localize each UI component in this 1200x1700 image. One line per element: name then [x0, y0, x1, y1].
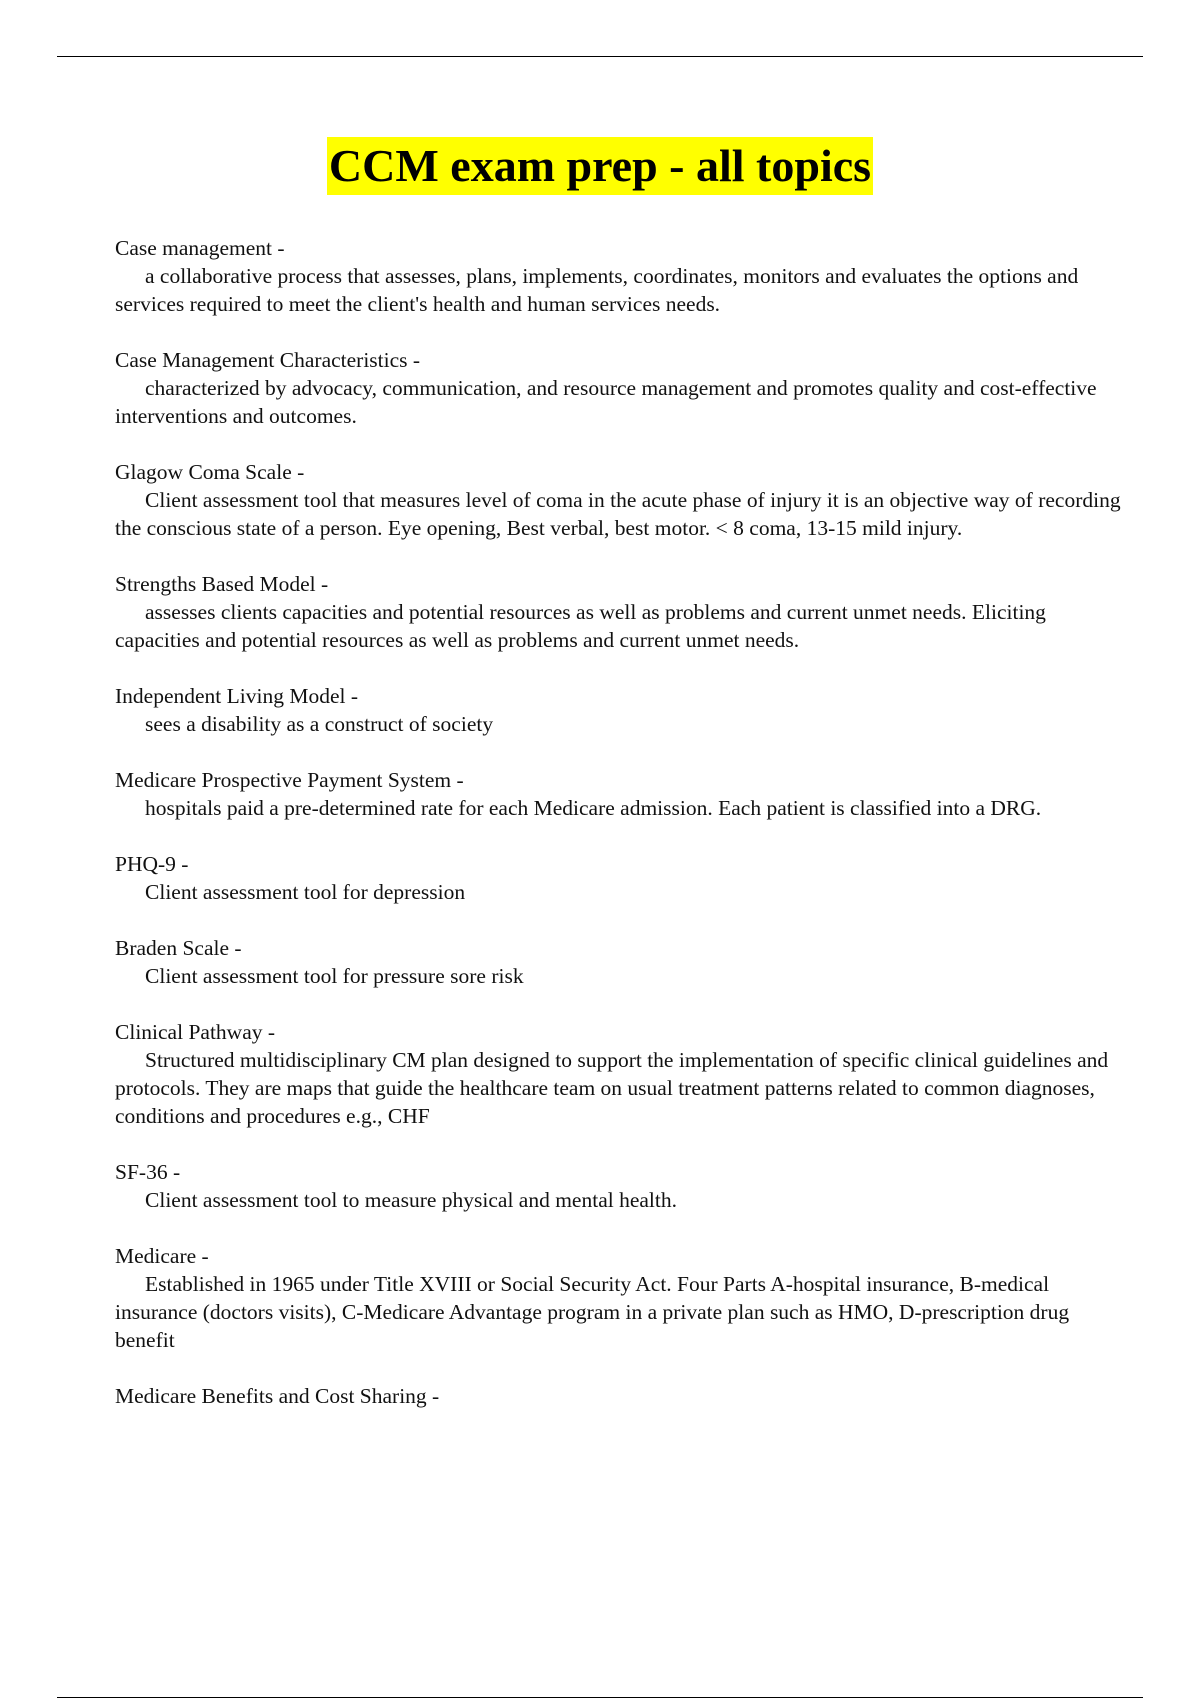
glossary-entry	[115, 850, 1125, 906]
entry-definition: Client assessment tool for pressure sore risk	[145, 964, 524, 988]
entry-term: Case management -	[115, 236, 285, 260]
entry-definition: hospitals paid a pre-determined rate for each Medicare admission. Each patient is classified into a DRG.	[145, 796, 1042, 820]
entry-definition: characterized by advocacy, communication, and resource management and promotes quality and cost-effective interventions and outcomes.	[115, 376, 1097, 428]
glossary-entry	[115, 1382, 1125, 1410]
glossary-entry	[115, 934, 1125, 990]
bottom-rule	[57, 1697, 1143, 1698]
glossary-entry	[115, 766, 1125, 822]
entry-definition: Established in 1965 under Title XVIII or Social Security Act. Four Parts A-hospital insurance, B-medical insurance (doctors visits), C-Medicare Advantage program in a private plan such as HMO, D-prescription drug benefit	[115, 1272, 1070, 1352]
glossary-entry	[115, 1018, 1125, 1130]
entry-definition: Client assessment tool to measure physical and mental health.	[145, 1188, 677, 1212]
glossary-entry	[115, 234, 1125, 318]
entry-term: Glagow Coma Scale -	[115, 460, 305, 484]
entry-definition: a collaborative process that assesses, plans, implements, coordinates, monitors and evaluates the options and services required to meet the client's health and human services needs.	[115, 264, 1079, 316]
glossary-entry	[115, 570, 1125, 654]
entry-term: Clinical Pathway -	[115, 1020, 276, 1044]
title-container	[0, 137, 1200, 195]
entry-term: Case Management Characteristics -	[115, 348, 421, 372]
glossary-entry	[115, 458, 1125, 542]
entry-term: Braden Scale -	[115, 936, 242, 960]
glossary-entry	[115, 1158, 1125, 1214]
entry-term: Medicare -	[115, 1244, 209, 1268]
top-rule	[57, 56, 1143, 57]
entry-term: Strengths Based Model -	[115, 572, 329, 596]
entry-definition: Structured multidisciplinary CM plan designed to support the implementation of specific clinical guidelines and protocols. They are maps that guide the healthcare team on usual treatment patterns related to common diagnoses, conditions and procedures e.g., CHF	[115, 1048, 1109, 1128]
entry-definition: assesses clients capacities and potential resources as well as problems and current unmet needs. Eliciting capacities and potential resources as well as problems and current unmet needs.	[115, 600, 1046, 652]
entry-term: Medicare Prospective Payment System -	[115, 768, 464, 792]
entry-term: SF-36 -	[115, 1160, 181, 1184]
entry-term: Medicare Benefits and Cost Sharing -	[115, 1384, 440, 1408]
entry-definition: sees a disability as a construct of society	[145, 712, 494, 736]
glossary-entry	[115, 682, 1125, 738]
page-title: CCM exam prep - all topics	[327, 137, 873, 195]
entry-definition: Client assessment tool for depression	[145, 880, 466, 904]
entry-term: PHQ-9 -	[115, 852, 189, 876]
entry-term: Independent Living Model -	[115, 684, 359, 708]
entry-definition: Client assessment tool that measures level of coma in the acute phase of injury it is an objective way of recording the conscious state of a person. Eye opening, Best verbal, best motor. < 8 coma, 13-15 mild injury.	[115, 488, 1121, 540]
glossary-entry	[115, 1242, 1125, 1354]
glossary	[115, 234, 1125, 1438]
glossary-entry	[115, 346, 1125, 430]
